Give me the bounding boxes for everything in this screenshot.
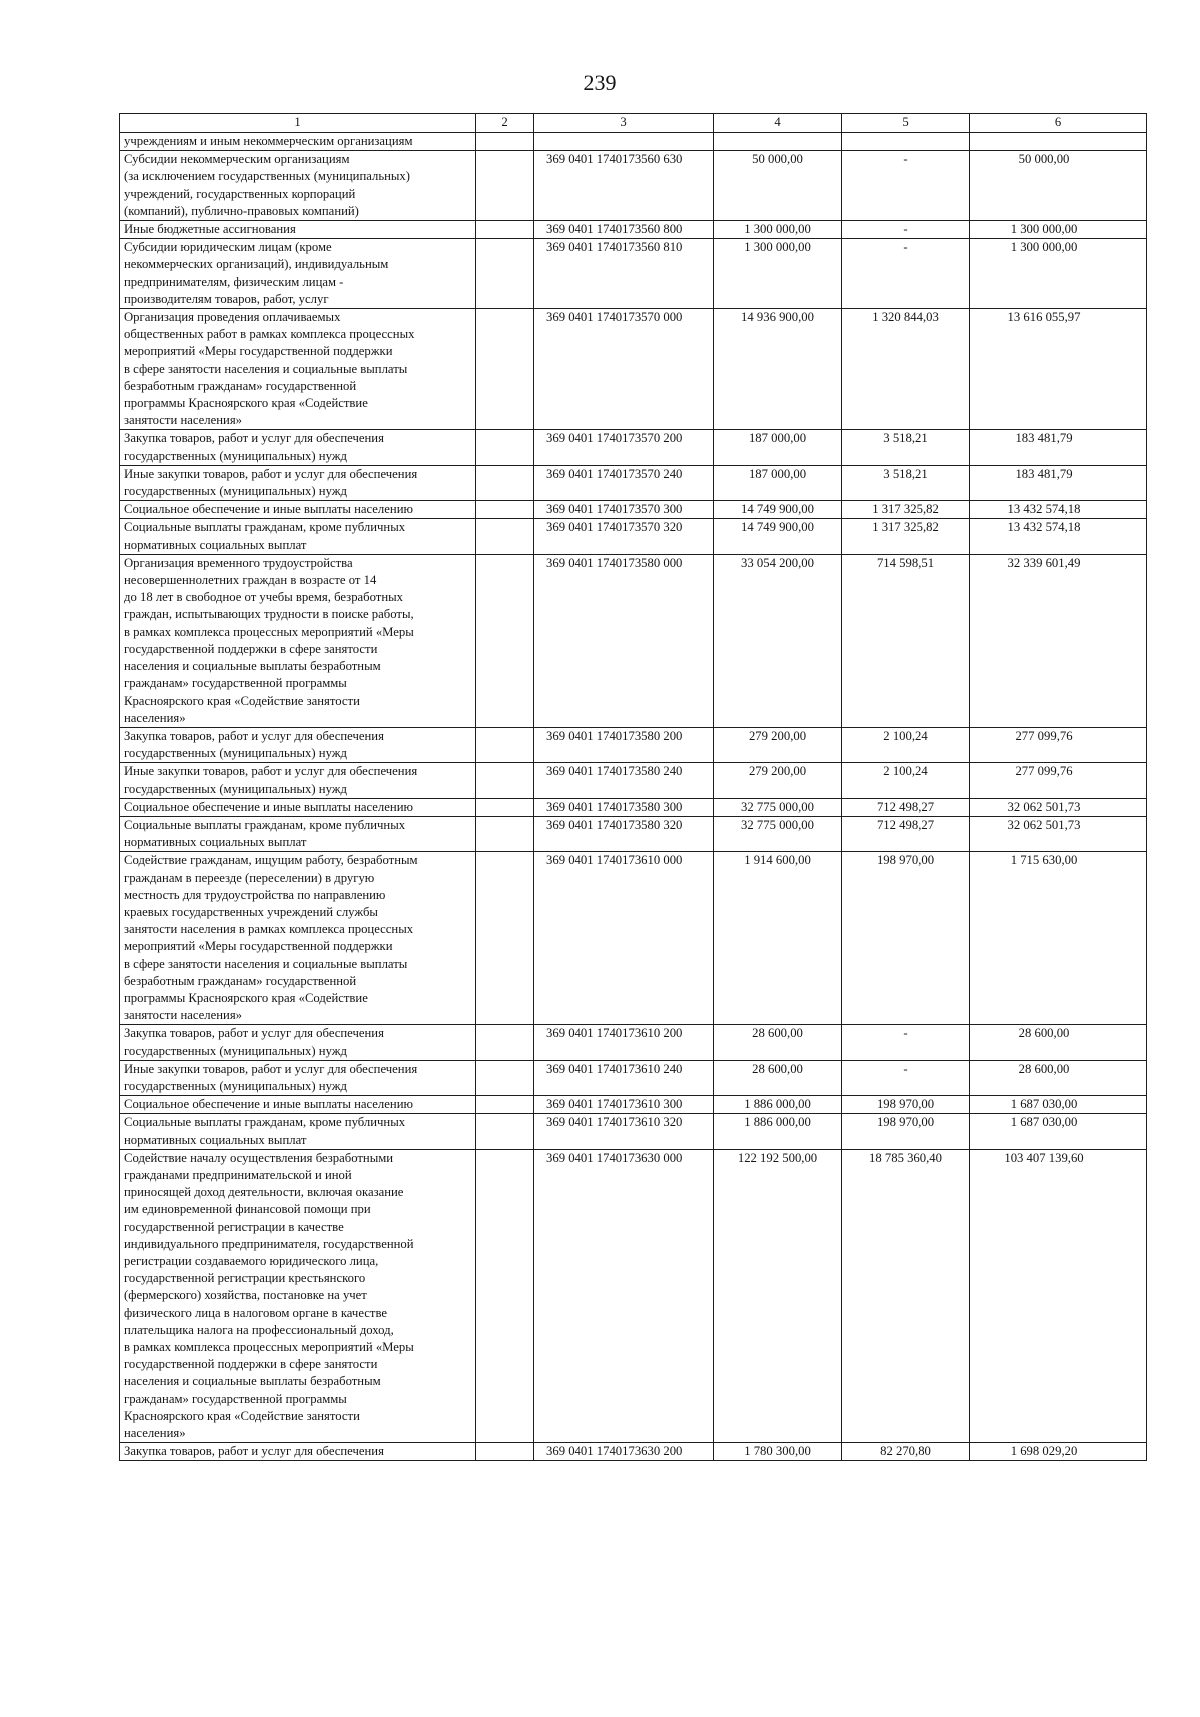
row-code-cell — [476, 1443, 534, 1461]
row-approved-amount-cell: 1 780 300,00 — [714, 1443, 842, 1461]
row-approved-amount-cell: 28 600,00 — [714, 1060, 842, 1095]
table-row — [120, 221, 1147, 239]
row-remainder-amount-cell: 50 000,00 — [970, 151, 1147, 221]
row-classification-code-cell: 369 0401 1740173610 240 — [534, 1060, 714, 1095]
row-executed-amount-cell: - — [842, 151, 970, 221]
row-executed-amount-cell: 198 970,00 — [842, 1114, 970, 1149]
row-classification-code-cell: 369 0401 1740173570 240 — [534, 465, 714, 500]
row-remainder-amount-cell: 13 432 574,18 — [970, 519, 1147, 554]
row-remainder-amount-cell: 32 062 501,73 — [970, 816, 1147, 851]
row-classification-code-cell: 369 0401 1740173610 000 — [534, 852, 714, 1025]
table-row — [120, 763, 1147, 798]
row-name-cell: Содействие гражданам, ищущим работу, безработным гражданам в переезде (переселении) в другую местность для трудоустройства по направлению краевых государственных учреждений службы занятости населения в рамках комплекса процессных мероприятий «Меры государственной поддержки в сфере занятости населения и социальные выплаты безработным гражданам» государственной программы Красноярского края «Содействие занятости населения» — [120, 852, 476, 1025]
row-classification-code-cell: 369 0401 1740173610 300 — [534, 1096, 714, 1114]
table-row — [120, 727, 1147, 762]
row-name-cell: Закупка товаров, работ и услуг для обеспечения государственных (муниципальных) нужд — [120, 727, 476, 762]
row-executed-amount-cell: 82 270,80 — [842, 1443, 970, 1461]
row-remainder-amount-cell: 1 300 000,00 — [970, 221, 1147, 239]
row-name-cell: Социальное обеспечение и иные выплаты населению — [120, 1096, 476, 1114]
row-remainder-amount-cell: 32 339 601,49 — [970, 554, 1147, 727]
row-remainder-amount-cell — [970, 133, 1147, 151]
row-remainder-amount-cell: 1 687 030,00 — [970, 1096, 1147, 1114]
table-row — [120, 465, 1147, 500]
row-code-cell — [476, 151, 534, 221]
table-row — [120, 1443, 1147, 1461]
table-body — [120, 114, 1147, 1461]
table-row — [120, 852, 1147, 1025]
row-remainder-amount-cell: 1 300 000,00 — [970, 239, 1147, 309]
table-row — [120, 1096, 1147, 1114]
row-name-cell: Иные бюджетные ассигнования — [120, 221, 476, 239]
row-executed-amount-cell: 3 518,21 — [842, 465, 970, 500]
column-number: 4 — [714, 114, 842, 133]
row-classification-code-cell: 369 0401 1740173570 300 — [534, 501, 714, 519]
row-classification-code-cell: 369 0401 1740173580 000 — [534, 554, 714, 727]
table-row — [120, 1149, 1147, 1442]
budget-execution-table — [119, 113, 1147, 1461]
table-row — [120, 1114, 1147, 1149]
row-approved-amount-cell — [714, 133, 842, 151]
table-row — [120, 816, 1147, 851]
row-approved-amount-cell: 32 775 000,00 — [714, 798, 842, 816]
row-classification-code-cell: 369 0401 1740173610 320 — [534, 1114, 714, 1149]
row-executed-amount-cell: 714 598,51 — [842, 554, 970, 727]
row-code-cell — [476, 554, 534, 727]
row-name-cell: Иные закупки товаров, работ и услуг для обеспечения государственных (муниципальных) нужд — [120, 763, 476, 798]
row-code-cell — [476, 1096, 534, 1114]
row-classification-code-cell: 369 0401 1740173580 200 — [534, 727, 714, 762]
column-number: 5 — [842, 114, 970, 133]
row-approved-amount-cell: 32 775 000,00 — [714, 816, 842, 851]
row-code-cell — [476, 763, 534, 798]
row-name-cell: Иные закупки товаров, работ и услуг для обеспечения государственных (муниципальных) нужд — [120, 1060, 476, 1095]
row-classification-code-cell: 369 0401 1740173580 240 — [534, 763, 714, 798]
row-code-cell — [476, 1025, 534, 1060]
row-executed-amount-cell: - — [842, 239, 970, 309]
row-remainder-amount-cell: 28 600,00 — [970, 1060, 1147, 1095]
row-approved-amount-cell: 28 600,00 — [714, 1025, 842, 1060]
row-classification-code-cell: 369 0401 1740173580 320 — [534, 816, 714, 851]
row-executed-amount-cell: - — [842, 221, 970, 239]
row-approved-amount-cell: 279 200,00 — [714, 763, 842, 798]
table-row — [120, 239, 1147, 309]
table-row — [120, 151, 1147, 221]
row-name-cell: Социальное обеспечение и иные выплаты населению — [120, 798, 476, 816]
row-classification-code-cell: 369 0401 1740173560 800 — [534, 221, 714, 239]
row-name-cell: Организация проведения оплачиваемых общественных работ в рамках комплекса процессных мероприятий «Меры государственной поддержки в сфере занятости населения и социальные выплаты безработным гражданам» государственной программы Красноярского края «Содействие занятости населения» — [120, 309, 476, 430]
row-remainder-amount-cell: 32 062 501,73 — [970, 798, 1147, 816]
row-name-cell: Закупка товаров, работ и услуг для обеспечения — [120, 1443, 476, 1461]
row-approved-amount-cell: 187 000,00 — [714, 465, 842, 500]
row-executed-amount-cell: 18 785 360,40 — [842, 1149, 970, 1442]
row-executed-amount-cell: - — [842, 1060, 970, 1095]
row-remainder-amount-cell: 183 481,79 — [970, 465, 1147, 500]
row-name-cell: Закупка товаров, работ и услуг для обеспечения государственных (муниципальных) нужд — [120, 1025, 476, 1060]
row-code-cell — [476, 519, 534, 554]
row-classification-code-cell: 369 0401 1740173630 000 — [534, 1149, 714, 1442]
table-row — [120, 309, 1147, 430]
row-approved-amount-cell: 279 200,00 — [714, 727, 842, 762]
row-remainder-amount-cell: 277 099,76 — [970, 763, 1147, 798]
row-name-cell: Субсидии юридическим лицам (кроме некоммерческих организаций), индивидуальным предпринимателям, физическим лицам - производителям товаров, работ, услуг — [120, 239, 476, 309]
row-code-cell — [476, 1114, 534, 1149]
row-name-cell: Организация временного трудоустройства несовершеннолетних граждан в возрасте от 14 до 18 лет в свободное от учебы время, безработных граждан, испытывающих трудности в поиске работы, в рамках комплекса процессных мероприятий «Меры государственной поддержки в сфере занятости населения и социальные выплаты безработным гражданам» государственной программы Красноярского края «Содействие занятости населения» — [120, 554, 476, 727]
row-code-cell — [476, 501, 534, 519]
row-name-cell: Социальное обеспечение и иные выплаты населению — [120, 501, 476, 519]
row-executed-amount-cell: 712 498,27 — [842, 798, 970, 816]
row-remainder-amount-cell: 183 481,79 — [970, 430, 1147, 465]
row-executed-amount-cell: 3 518,21 — [842, 430, 970, 465]
row-approved-amount-cell: 122 192 500,00 — [714, 1149, 842, 1442]
row-name-cell: Социальные выплаты гражданам, кроме публичных нормативных социальных выплат — [120, 519, 476, 554]
row-classification-code-cell: 369 0401 1740173630 200 — [534, 1443, 714, 1461]
row-approved-amount-cell: 50 000,00 — [714, 151, 842, 221]
column-number: 6 — [970, 114, 1147, 133]
row-classification-code-cell: 369 0401 1740173570 000 — [534, 309, 714, 430]
row-classification-code-cell: 369 0401 1740173570 320 — [534, 519, 714, 554]
table-row — [120, 430, 1147, 465]
table-row — [120, 554, 1147, 727]
row-classification-code-cell: 369 0401 1740173560 810 — [534, 239, 714, 309]
row-approved-amount-cell: 33 054 200,00 — [714, 554, 842, 727]
row-classification-code-cell: 369 0401 1740173570 200 — [534, 430, 714, 465]
row-executed-amount-cell: 2 100,24 — [842, 763, 970, 798]
row-approved-amount-cell: 187 000,00 — [714, 430, 842, 465]
page-number: 239 — [583, 70, 617, 95]
row-code-cell — [476, 816, 534, 851]
column-number: 3 — [534, 114, 714, 133]
row-name-cell: Иные закупки товаров, работ и услуг для обеспечения государственных (муниципальных) нужд — [120, 465, 476, 500]
row-remainder-amount-cell: 13 432 574,18 — [970, 501, 1147, 519]
row-executed-amount-cell: 2 100,24 — [842, 727, 970, 762]
row-remainder-amount-cell: 1 687 030,00 — [970, 1114, 1147, 1149]
row-approved-amount-cell: 1 886 000,00 — [714, 1096, 842, 1114]
row-executed-amount-cell: - — [842, 1025, 970, 1060]
row-executed-amount-cell: 198 970,00 — [842, 1096, 970, 1114]
row-classification-code-cell — [534, 133, 714, 151]
row-executed-amount-cell: 1 317 325,82 — [842, 501, 970, 519]
row-executed-amount-cell — [842, 133, 970, 151]
row-classification-code-cell: 369 0401 1740173560 630 — [534, 151, 714, 221]
row-remainder-amount-cell: 28 600,00 — [970, 1025, 1147, 1060]
row-code-cell — [476, 221, 534, 239]
row-name-cell: учреждениям и иным некоммерческим организациям — [120, 133, 476, 151]
row-code-cell — [476, 465, 534, 500]
row-approved-amount-cell: 1 300 000,00 — [714, 239, 842, 309]
column-number: 2 — [476, 114, 534, 133]
row-approved-amount-cell: 14 936 900,00 — [714, 309, 842, 430]
row-code-cell — [476, 852, 534, 1025]
column-number-row — [120, 114, 1147, 133]
table-row — [120, 133, 1147, 151]
row-code-cell — [476, 727, 534, 762]
row-name-cell: Субсидии некоммерческим организациям (за исключением государственных (муниципальных) учреждений, государственных корпораций (компаний), публично-правовых компаний) — [120, 151, 476, 221]
row-executed-amount-cell: 198 970,00 — [842, 852, 970, 1025]
row-remainder-amount-cell: 1 698 029,20 — [970, 1443, 1147, 1461]
row-executed-amount-cell: 1 317 325,82 — [842, 519, 970, 554]
row-code-cell — [476, 1149, 534, 1442]
row-approved-amount-cell: 1 300 000,00 — [714, 221, 842, 239]
column-number: 1 — [120, 114, 476, 133]
row-remainder-amount-cell: 277 099,76 — [970, 727, 1147, 762]
row-code-cell — [476, 1060, 534, 1095]
row-code-cell — [476, 430, 534, 465]
row-classification-code-cell: 369 0401 1740173610 200 — [534, 1025, 714, 1060]
row-code-cell — [476, 798, 534, 816]
row-code-cell — [476, 309, 534, 430]
row-remainder-amount-cell: 1 715 630,00 — [970, 852, 1147, 1025]
row-classification-code-cell: 369 0401 1740173580 300 — [534, 798, 714, 816]
table-row — [120, 519, 1147, 554]
table-row — [120, 501, 1147, 519]
row-remainder-amount-cell: 103 407 139,60 — [970, 1149, 1147, 1442]
row-code-cell — [476, 239, 534, 309]
row-approved-amount-cell: 1 914 600,00 — [714, 852, 842, 1025]
table-row — [120, 798, 1147, 816]
table-row — [120, 1060, 1147, 1095]
row-code-cell — [476, 133, 534, 151]
row-executed-amount-cell: 712 498,27 — [842, 816, 970, 851]
row-name-cell: Содействие началу осуществления безработными гражданами предпринимательской и иной приносящей доход деятельности, включая оказание им единовременной финансовой помощи при государственной регистрации в качестве индивидуального предпринимателя, государственной регистрации создаваемого юридического лица, государственной регистрации крестьянского (фермерского) хозяйства, постановке на учет физического лица в налоговом органе в качестве плательщика налога на профессиональный доход, в рамках комплекса процессных мероприятий «Меры государственной поддержки в сфере занятости населения и социальные выплаты безработным гражданам» государственной программы Красноярского края «Содействие занятости населения» — [120, 1149, 476, 1442]
row-name-cell: Закупка товаров, работ и услуг для обеспечения государственных (муниципальных) нужд — [120, 430, 476, 465]
row-executed-amount-cell: 1 320 844,03 — [842, 309, 970, 430]
row-remainder-amount-cell: 13 616 055,97 — [970, 309, 1147, 430]
row-approved-amount-cell: 14 749 900,00 — [714, 519, 842, 554]
table-row — [120, 1025, 1147, 1060]
row-name-cell: Социальные выплаты гражданам, кроме публичных нормативных социальных выплат — [120, 816, 476, 851]
row-approved-amount-cell: 1 886 000,00 — [714, 1114, 842, 1149]
row-name-cell: Социальные выплаты гражданам, кроме публичных нормативных социальных выплат — [120, 1114, 476, 1149]
row-approved-amount-cell: 14 749 900,00 — [714, 501, 842, 519]
